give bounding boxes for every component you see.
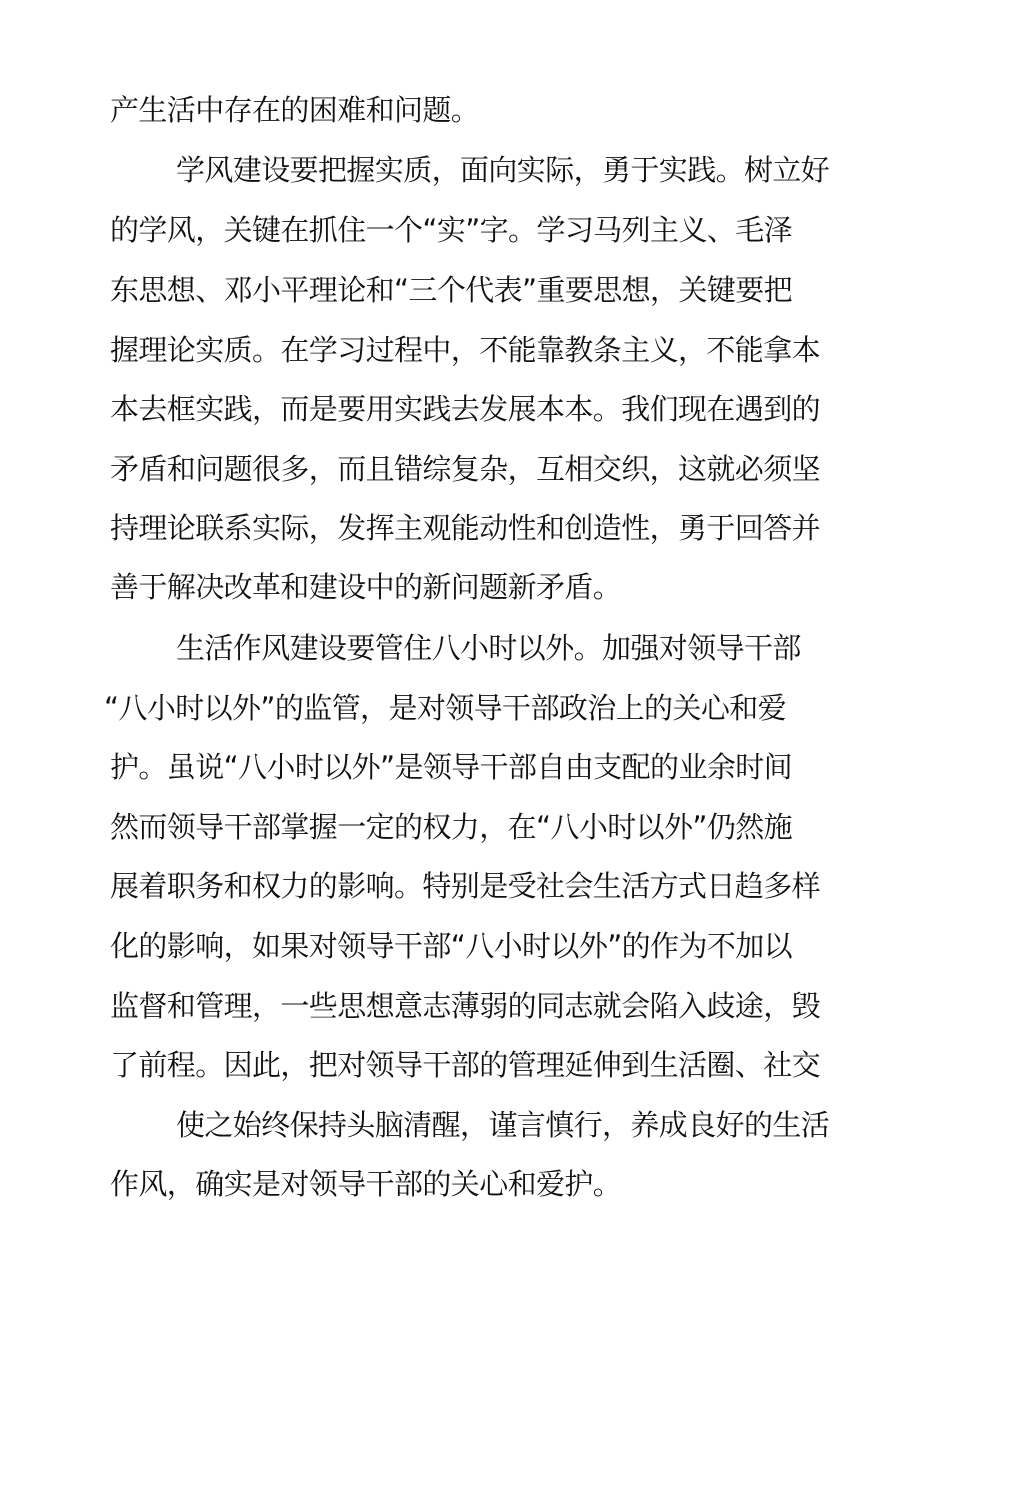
text-line-18: 使之始终保持头脑清醒，谨言慎行，养成良好的生活 — [176, 1108, 830, 1142]
text-line-13: 然而领导干部掌握一定的权力，在“八小时以外”仍然施 — [110, 810, 793, 844]
text-line-10: 生活作风建设要管住八小时以外。加强对领导干部 — [176, 631, 801, 665]
text-line-17: 了前程。因此，把对领导干部的管理延伸到生活圈、社交 — [110, 1048, 821, 1082]
text-line-5: 握理论实质。在学习过程中，不能靠教条主义，不能拿本 — [110, 333, 821, 367]
text-line-19: 作风，确实是对领导干部的关心和爱护。 — [110, 1167, 622, 1201]
text-line-4: 东思想、邓小平理论和“三个代表”重要思想，关键要把 — [110, 273, 793, 307]
text-line-1: 产生活中存在的困难和问题。 — [110, 93, 480, 127]
text-line-16: 监督和管理，一些思想意志薄弱的同志就会陷入歧途，毁 — [110, 989, 821, 1023]
text-line-12: 护。虽说“八小时以外”是领导干部自由支配的业余时间 — [110, 750, 793, 784]
text-line-15: 化的影响，如果对领导干部“八小时以外”的作为不加以 — [110, 929, 793, 963]
text-line-9: 善于解决改革和建设中的新问题新矛盾。 — [110, 570, 622, 604]
text-line-6: 本去框实践，而是要用实践去发展本本。我们现在遇到的 — [110, 392, 821, 426]
text-line-3: 的学风，关键在抓住一个“实”字。学习马列主义、毛泽 — [110, 213, 793, 247]
text-line-2: 学风建设要把握实质，面向实际，勇于实践。树立好 — [176, 153, 830, 187]
text-line-8: 持理论联系实际，发挥主观能动性和创造性，勇于回答并 — [110, 511, 821, 545]
text-line-11: “八小时以外”的监管，是对领导干部政治上的关心和爱 — [104, 691, 787, 725]
text-line-7: 矛盾和问题很多，而且错综复杂，互相交织，这就必须坚 — [110, 452, 821, 486]
text-line-14: 展着职务和权力的影响。特别是受社会生活方式日趋多样 — [110, 869, 821, 903]
